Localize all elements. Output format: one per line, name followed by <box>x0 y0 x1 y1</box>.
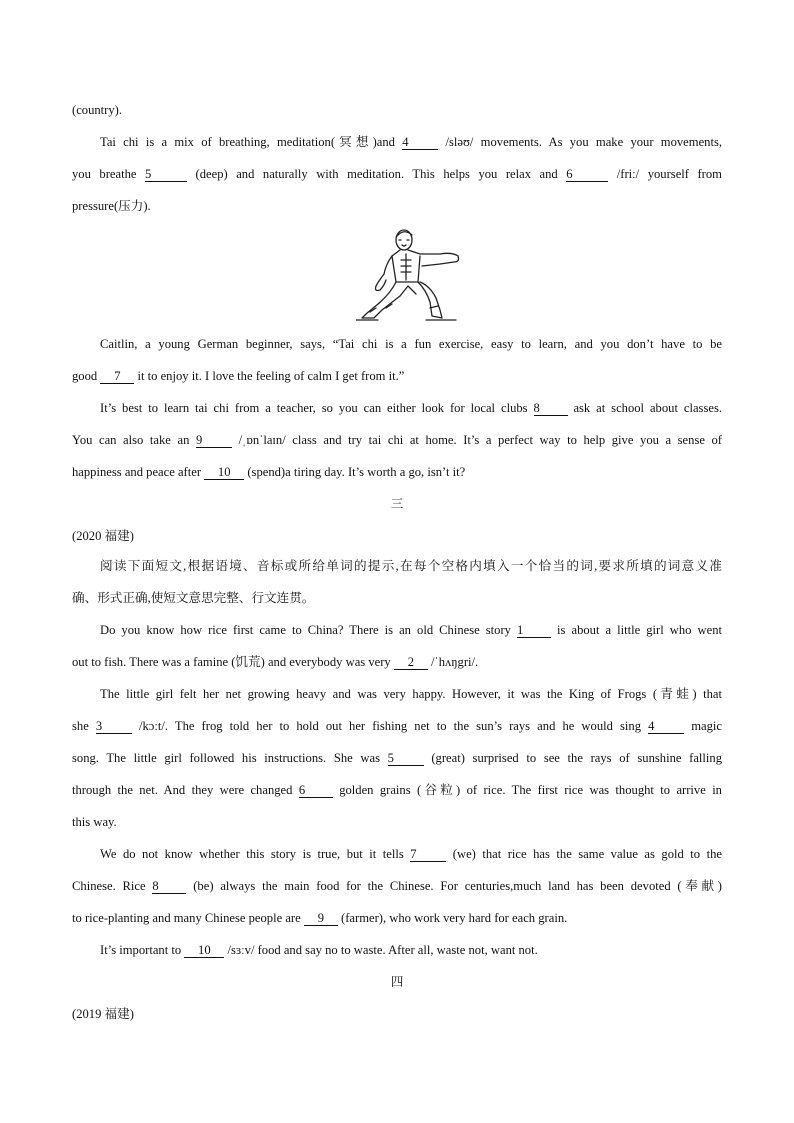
answer-blank-10[interactable]: 10 <box>184 944 224 958</box>
text-line <box>100 686 722 702</box>
passage-text: it to enjoy it. I love the feeling of calm I get from it.” <box>137 369 405 383</box>
passage-text: Caitlin, a young German beginner, says, “Tai chi is a fun exercise, easy to learn, and you don’t have to be <box>100 337 722 351</box>
answer-blank-5[interactable]: 5 <box>145 168 187 182</box>
instruction-line <box>72 590 722 606</box>
passage-text: is about a little girl who went <box>557 623 722 637</box>
passage-text: (be) always the main food for the Chinese. For centuries,much land has been devoted (奉献) <box>193 879 722 893</box>
instruction-line <box>100 558 722 574</box>
passage-text: Tai chi is a mix of breathing, meditation(冥想)and <box>100 135 395 149</box>
passage-text: pressure(压力). <box>72 199 151 213</box>
passage-text: song. The little girl followed his instructions. She was <box>72 751 380 765</box>
instruction-text: 阅读下面短文,根据语境、音标或所给单词的提示,在每个空格内填入一个恰当的词,要求所填的词意义准 <box>100 559 722 573</box>
tai-chi-figure-illustration <box>356 224 464 324</box>
passage-text: It’s best to learn tai chi from a teacher, so you can either look for local clubs <box>100 401 528 415</box>
text-line <box>72 102 722 118</box>
answer-blank-3[interactable]: 3 <box>96 720 132 734</box>
passage-text: /sləʊ/ movements. As you make your movements, <box>445 135 723 149</box>
answer-blank-7[interactable]: 7 <box>100 370 134 384</box>
passage-text: (great) surprised to see the rays of sunshine falling <box>431 751 722 765</box>
text-line <box>100 846 722 862</box>
answer-blank-7[interactable]: 7 <box>410 848 446 862</box>
passage-text: she <box>72 719 89 733</box>
passage-text: through the net. And they were changed <box>72 783 293 797</box>
passage-text: golden grains (谷粒) of rice. The first rice was thought to arrive in <box>339 783 722 797</box>
passage-text: /kɔːt/. The frog told her to hold out her fishing net to the sun’s rays and he would sing <box>138 719 642 733</box>
answer-blank-1[interactable]: 1 <box>517 624 551 638</box>
passage-text: (farmer), who work very hard for each grain. <box>341 911 568 925</box>
text-line <box>72 814 722 830</box>
text-line <box>72 464 722 480</box>
answer-blank-6[interactable]: 6 <box>566 168 608 182</box>
text-line <box>100 134 722 150</box>
passage-text: to rice-planting and many Chinese people are <box>72 911 301 925</box>
answer-blank-8[interactable]: 8 <box>152 880 186 894</box>
passage-text: /friː/ yourself from <box>616 167 722 181</box>
passage-text: You can also take an <box>72 433 190 447</box>
instruction-text: 确、形式正确,使短文意思完整、行文连贯。 <box>72 591 315 605</box>
passage-text: out to fish. There was a famine (饥荒) and everybody was very <box>72 655 391 669</box>
section-heading: 三 <box>390 497 404 511</box>
passage-text: (spend)a tiring day. It’s worth a go, isn’t it? <box>247 465 466 479</box>
passage-text: We do not know whether this story is true, but it tells <box>100 847 404 861</box>
passage-text: /ˌɒnˈlaɪn/ class and try tai chi at home. It’s a perfect way to help give you a sense of <box>238 433 723 447</box>
text-line <box>72 432 722 448</box>
text-line <box>72 782 722 798</box>
text-line <box>72 654 722 670</box>
text-line <box>100 622 722 638</box>
answer-blank-9[interactable]: 9 <box>304 912 338 926</box>
passage-text: The little girl felt her net growing heavy and was very happy. However, it was the King of Frogs (青蛙) that <box>100 687 722 701</box>
passage-text: ask at school about classes. <box>573 401 722 415</box>
text-line <box>72 198 722 214</box>
passage-text: /ˈhʌŋgri/. <box>431 655 479 669</box>
answer-blank-4[interactable]: 4 <box>648 720 684 734</box>
text-line <box>100 336 722 352</box>
answer-blank-6[interactable]: 6 <box>299 784 333 798</box>
text-line <box>100 942 722 958</box>
passage-text: (we) that rice has the same value as gold to the <box>452 847 722 861</box>
answer-blank-2[interactable]: 2 <box>394 656 428 670</box>
source-label: (2019 福建) <box>72 1007 134 1021</box>
text-line <box>72 718 722 734</box>
answer-blank-5[interactable]: 5 <box>388 752 424 766</box>
passage-text: Chinese. Rice <box>72 879 146 893</box>
answer-blank-4[interactable]: 4 <box>402 136 438 150</box>
passage-text: this way. <box>72 815 117 829</box>
passage-text: Do you know how rice first came to China? There is an old Chinese story <box>100 623 511 637</box>
passage-text: It’s important to <box>100 943 182 957</box>
section-heading: 四 <box>390 975 404 989</box>
passage-text: (deep) and naturally with meditation. This helps you relax and <box>195 167 558 181</box>
text-line <box>72 368 722 384</box>
text-line <box>100 400 722 416</box>
text-line <box>72 750 722 766</box>
source-label: (2020 福建) <box>72 529 134 543</box>
passage-text: (country). <box>72 103 123 117</box>
text-line <box>72 910 722 926</box>
answer-blank-9[interactable]: 9 <box>196 434 232 448</box>
passage-text: you breathe <box>72 167 137 181</box>
passage-text: happiness and peace after <box>72 465 202 479</box>
passage-text: good <box>72 369 98 383</box>
passage-text: /sɜːv/ food and say no to waste. After all, waste not, want not. <box>227 943 538 957</box>
answer-blank-10[interactable]: 10 <box>204 466 244 480</box>
passage-text: magic <box>691 719 722 733</box>
answer-blank-8[interactable]: 8 <box>534 402 568 416</box>
text-line <box>72 878 722 894</box>
text-line <box>72 166 722 182</box>
